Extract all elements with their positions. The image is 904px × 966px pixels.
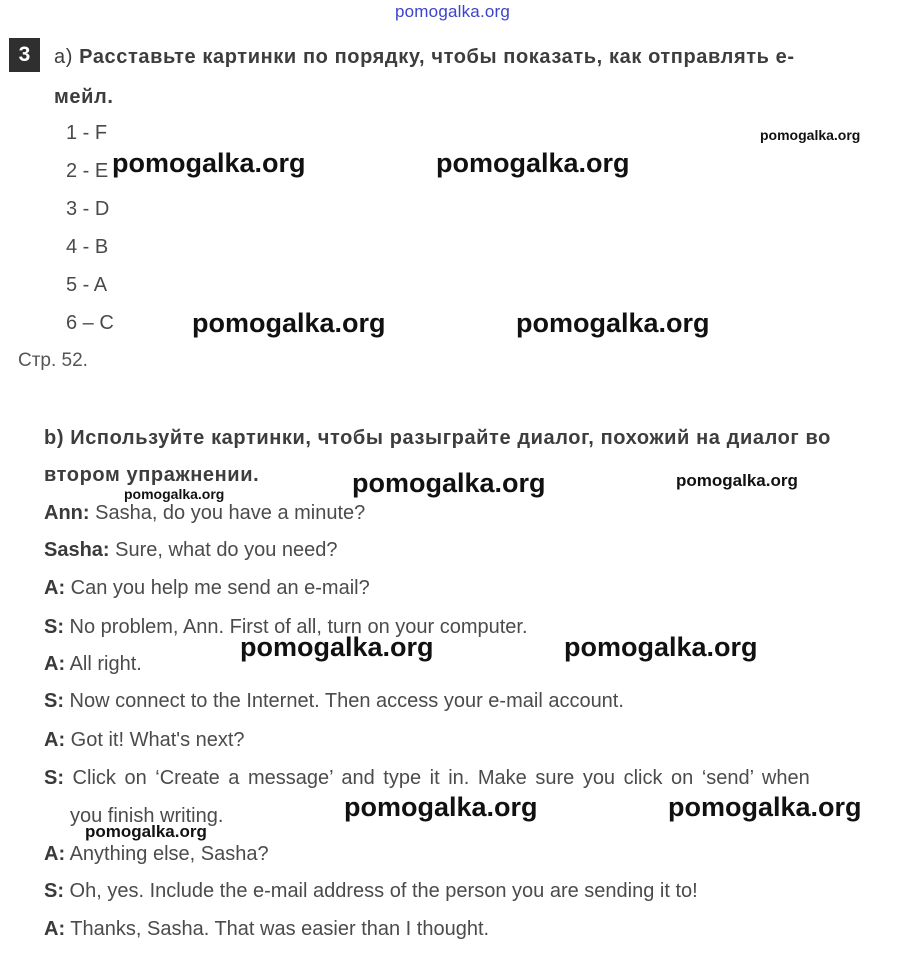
part-b-line1: b) Используйте картинки, чтобы разыграйте диалог, похожий на диалог во — [44, 427, 831, 449]
watermark: pomogalka.org — [85, 822, 207, 841]
speaker-label: Ann: — [44, 502, 90, 524]
answer-item: 4 - B — [66, 236, 109, 258]
speaker-label: S: — [44, 616, 64, 638]
watermark: pomogalka.org — [436, 148, 630, 178]
line-text: Sure, what do you need? — [109, 539, 338, 561]
speaker-label: A: — [44, 843, 66, 865]
answer-item: 3 - D — [66, 198, 110, 220]
part-b-line2: втором упражнении. — [44, 464, 260, 486]
dialogue-line-continuation: you finish writing. — [70, 805, 224, 827]
watermark: pomogalka.org — [516, 308, 710, 338]
answer-item: 1 - F — [66, 122, 108, 144]
dialogue-line — [44, 653, 142, 676]
dialogue-line — [44, 729, 245, 752]
part-a-line1: Расставьте картинки по порядку, чтобы показать, как отправлять е- — [79, 46, 795, 68]
answer-item: 2 - E — [66, 160, 109, 182]
line-text: Click on ‘Create a message’ and type it in. Make sure you click on ‘send’ when — [64, 767, 810, 789]
watermark: pomogalka.org — [240, 632, 434, 662]
dialogue-line — [44, 539, 338, 562]
dialogue-line — [44, 880, 698, 903]
exercise-number-badge: 3 — [9, 38, 40, 72]
line-text: Now connect to the Internet. Then access your e-mail account. — [64, 690, 624, 712]
watermark: pomogalka.org — [192, 308, 386, 338]
watermark: pomogalka.org — [352, 468, 546, 498]
speaker-label: S: — [44, 690, 64, 712]
dialogue-line — [44, 767, 810, 790]
watermark: pomogalka.org — [344, 792, 538, 822]
dialogue-line — [44, 690, 624, 713]
line-text: Can you help me send an e-mail? — [65, 577, 370, 599]
dialogue-line — [44, 502, 365, 525]
speaker-label: A: — [44, 729, 66, 751]
speaker-label: S: — [44, 880, 64, 902]
dialogue-line — [44, 918, 489, 941]
watermark: pomogalka.org — [564, 632, 758, 662]
speaker-label: A: — [44, 577, 66, 599]
line-text: Anything else, Sasha? — [65, 843, 269, 865]
line-text: Thanks, Sasha. That was easier than I thought. — [65, 918, 490, 940]
speaker-label: S: — [44, 767, 64, 789]
line-text: Oh, yes. Include the e-mail address of the person you are sending it to! — [64, 880, 698, 902]
line-text: Got it! What's next? — [65, 729, 245, 751]
speaker-label: Sasha: — [44, 539, 110, 561]
dialogue-line — [44, 577, 370, 600]
line-text: No problem, Ann. First of all, turn on your computer. — [64, 616, 528, 638]
speaker-label: A: — [44, 918, 66, 940]
answer-item: 5 - A — [66, 274, 108, 296]
page-reference: Стр. 52. — [18, 350, 88, 371]
watermark: pomogalka.org — [124, 486, 225, 502]
header-watermark: pomogalka.org — [395, 2, 511, 21]
watermark: pomogalka.org — [676, 471, 798, 490]
part-a-instruction — [54, 46, 882, 69]
line-text: Sasha, do you have a minute? — [89, 502, 366, 524]
line-text: All right. — [65, 653, 142, 675]
part-a-label: a) — [54, 46, 73, 68]
watermark: pomogalka.org — [760, 127, 861, 143]
dialogue-line — [44, 843, 269, 866]
answer-item: 6 – C — [66, 312, 114, 334]
part-a-line2: мейл. — [54, 86, 114, 108]
speaker-label: A: — [44, 653, 66, 675]
watermark: pomogalka.org — [112, 148, 306, 178]
watermark: pomogalka.org — [668, 792, 862, 822]
